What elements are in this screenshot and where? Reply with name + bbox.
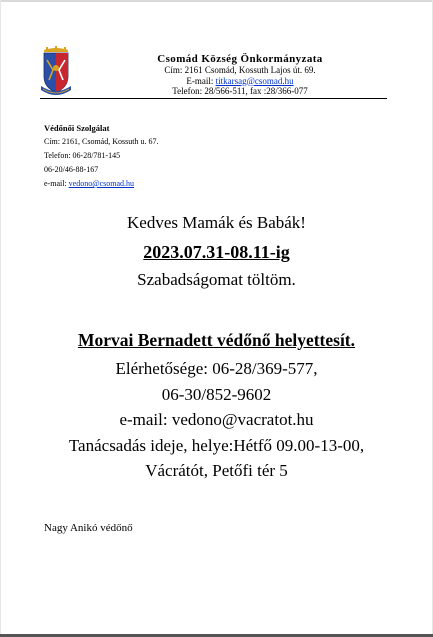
page-edge-top — [0, 0, 433, 2]
service-phone-2: 06-20/46-88-167 — [44, 165, 99, 174]
service-address: Cím: 2161, Csomád, Kossuth u. 67. — [44, 137, 159, 146]
org-name: Csomád Község Önkormányzata — [157, 53, 323, 65]
signature: Nagy Anikó védőnő — [44, 522, 133, 534]
header-divider — [40, 98, 387, 99]
substitute-contact — [0, 356, 433, 484]
vacation-text: Szabadságomat töltöm. — [137, 270, 296, 289]
vacation-dates: 2023.07.31-08.11-ig — [143, 242, 290, 262]
coat-of-arms-icon — [41, 46, 71, 98]
service-email-label: e-mail: — [44, 179, 67, 188]
service-email-link[interactable]: vedono@csomad.hu — [68, 179, 135, 188]
service-email-line — [44, 177, 158, 191]
substitute-heading: Morvai Bernadett védőnő helyettesít. — [77, 330, 356, 350]
service-title: Védőnői Szolgálat — [44, 123, 110, 133]
org-phone-fax: Telefon: 28/566-511, fax :28/366-077 — [172, 86, 308, 96]
letterhead — [120, 53, 360, 97]
contact-phone-2: 06-30/852-9602 — [161, 384, 272, 404]
org-address: Cím: 2161 Csomád, Kossuth Lajos út. 69. — [164, 65, 316, 75]
service-phone-1: Telefon: 06-28/781-145 — [44, 151, 121, 160]
consultation-place: Vácrátót, Petőfi tér 5 — [145, 461, 288, 481]
org-email-label: E-mail: — [186, 75, 214, 86]
contact-email: e-mail: vedono@vacratot.hu — [119, 410, 314, 430]
page-edge-left — [0, 0, 1, 637]
contact-phone-1: Elérhetősége: 06-28/369-577, — [115, 359, 318, 378]
consultation-time: Tanácsadás ideje, helye:Hétfő 09.00-13-00, — [68, 435, 365, 455]
service-block — [44, 121, 158, 191]
greeting: Kedves Mamák és Babák! — [127, 213, 306, 232]
org-email-line — [120, 76, 360, 87]
org-email-link[interactable]: titkarsag@csomad.hu — [215, 75, 294, 86]
